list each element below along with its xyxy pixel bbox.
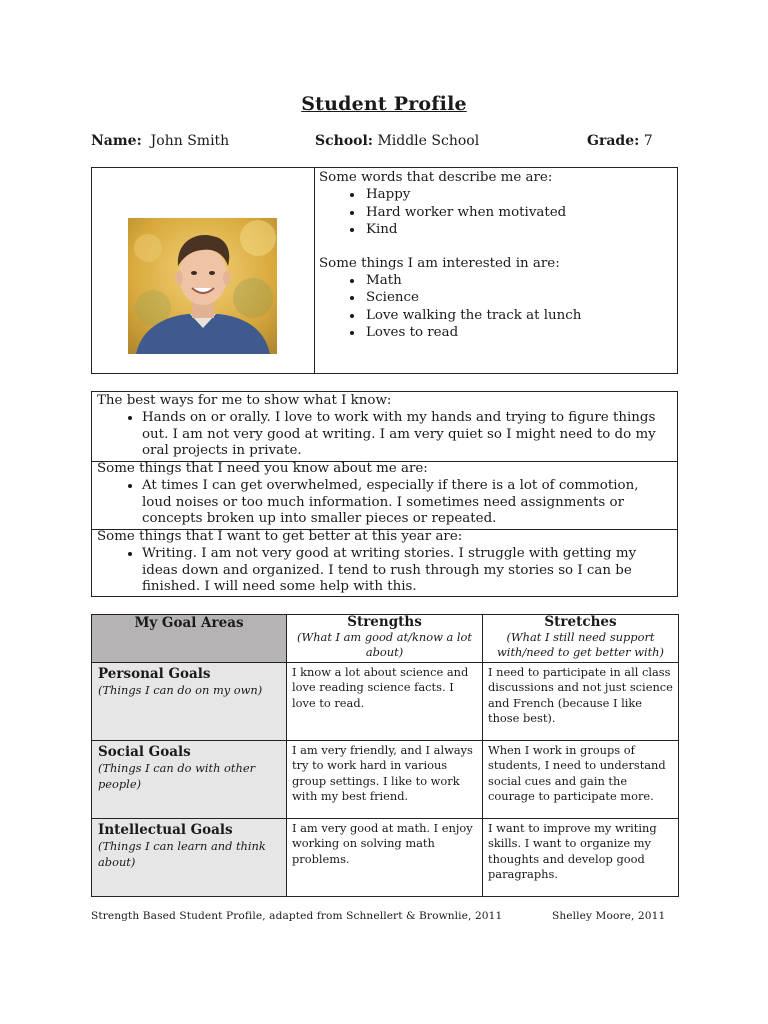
footer-author: Shelley Moore, 2011 xyxy=(552,910,666,922)
school-field xyxy=(315,133,479,149)
about-me-box xyxy=(91,391,678,597)
goal-area-cell xyxy=(92,819,287,897)
strength-cell: I know a lot about science and love reading science facts. I love to read. xyxy=(287,663,483,741)
strength-cell: I am very friendly, and I always try to work hard in various group settings. I like to work with my best friend. xyxy=(287,741,483,819)
describe-section xyxy=(319,169,669,342)
goal-area-title: Personal Goals xyxy=(98,666,211,682)
list-item: • Hard worker when motivated xyxy=(364,204,669,221)
list-item: • Happy xyxy=(364,186,669,203)
stretch-cell: I want to improve my writing skills. I want to organize my thoughts and develop good paragraphs. xyxy=(483,819,679,897)
goal-area-cell xyxy=(92,663,287,741)
show-what-i-know-section xyxy=(92,393,677,462)
section-heading: Some things that I want to get better at this year are: xyxy=(97,529,463,544)
school-label: School: xyxy=(315,133,373,149)
list-item: • Math xyxy=(364,272,669,289)
goal-area-title: Social Goals xyxy=(98,744,191,760)
name-field xyxy=(91,133,229,149)
goal-area-subtitle: (Things I can learn and think about) xyxy=(98,839,266,869)
section-heading: The best ways for me to show what I know: xyxy=(97,393,392,408)
name-label: Name: xyxy=(91,133,142,149)
interests-intro: Some things I am interested in are: xyxy=(319,255,560,271)
table-row xyxy=(92,819,679,897)
name-value: John Smith xyxy=(150,133,230,149)
column-header-sub: (What I am good at/know a lot about) xyxy=(297,630,472,659)
footer-citation: Strength Based Student Profile, adapted from Schnellert & Brownlie, 2011 xyxy=(91,910,503,922)
grade-value: 7 xyxy=(643,133,653,149)
student-photo xyxy=(128,218,277,354)
list-item: • Kind xyxy=(364,221,669,238)
column-header-stretches xyxy=(483,615,679,663)
strength-cell: I am very good at math. I enjoy working on solving math problems. xyxy=(287,819,483,897)
list-item: • At times I can get overwhelmed, especially if there is a lot of commotion, loud noises or too much information. I sometimes need assignments or concepts broken up into smaller pieces or repeated. xyxy=(142,478,669,528)
goal-area-subtitle: (Things I can do on my own) xyxy=(98,683,263,697)
need-to-know-section xyxy=(92,461,677,530)
grade-field xyxy=(587,133,653,149)
page-title: Student Profile xyxy=(301,93,467,115)
column-header-label: Strengths xyxy=(347,614,422,630)
table-row xyxy=(92,663,679,741)
goal-area-cell xyxy=(92,741,287,819)
goal-area-subtitle: (Things I can do with other people) xyxy=(98,761,256,791)
interests-list xyxy=(319,272,669,342)
profile-box xyxy=(91,167,678,374)
column-header-strengths xyxy=(287,615,483,663)
list-item: • Loves to read xyxy=(364,324,669,341)
describe-intro: Some words that describe me are: xyxy=(319,170,553,185)
column-header-goal-areas: My Goal Areas xyxy=(92,615,287,663)
column-header-label: Stretches xyxy=(544,614,617,630)
list-item: • Hands on or orally. I love to work with my hands and trying to figure things out. I am not very good at writing. I am very quiet so I might need to do my oral projects in private. xyxy=(142,410,669,460)
grade-label: Grade: xyxy=(587,133,640,149)
stretch-cell: I need to participate in all class discussions and not just science and French (because I like those best). xyxy=(483,663,679,741)
school-value: Middle School xyxy=(377,133,480,149)
list-item: • Love walking the track at lunch xyxy=(364,307,669,324)
photo-cell xyxy=(92,168,315,373)
table-row xyxy=(92,741,679,819)
column-header-sub: (What I still need support with/need to get better with) xyxy=(497,630,664,659)
goal-area-title: Intellectual Goals xyxy=(98,822,233,838)
section-heading: Some things that I need you know about me are: xyxy=(97,461,428,476)
goals-table xyxy=(91,614,679,897)
get-better-section xyxy=(92,529,677,596)
list-item: • Writing. I am not very good at writing stories. I struggle with getting my ideas down and organized. I tend to rush through my stories so I can be finished. I will need some help with this. xyxy=(142,546,669,596)
describe-list xyxy=(319,186,669,238)
stretch-cell: When I work in groups of students, I need to understand social cues and gain the courage to participate more. xyxy=(483,741,679,819)
list-item: • Science xyxy=(364,289,669,306)
